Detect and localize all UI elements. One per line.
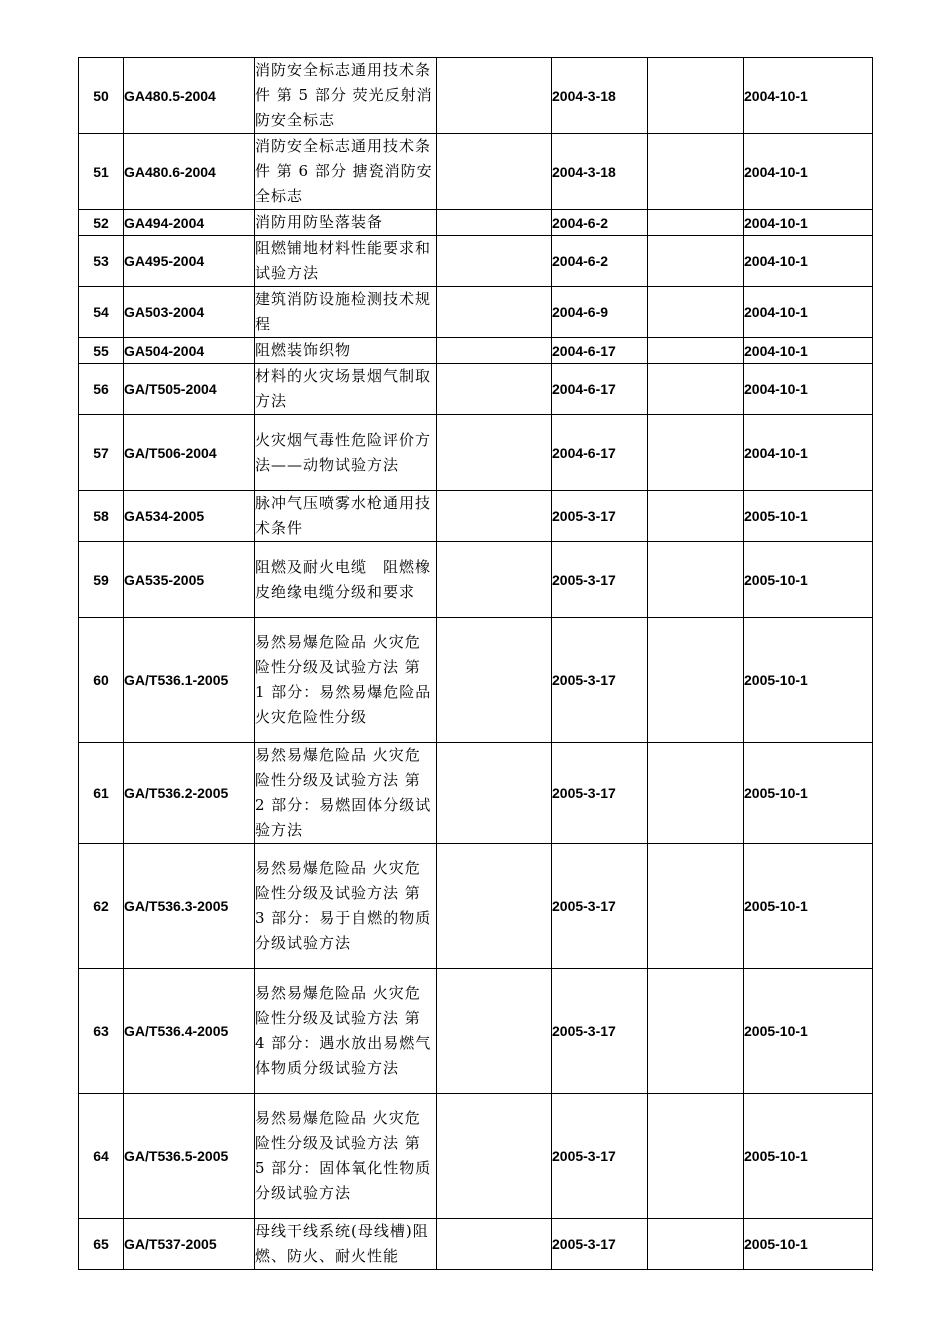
row-number: 55	[79, 338, 124, 364]
issue-date: 2004-3-18	[552, 58, 648, 134]
standard-name: 易然易爆危险品 火灾危险性分级及试验方法 第 1 部分：易然易爆危险品火灾危险性分级	[255, 618, 437, 743]
issue-date: 2005-3-17	[552, 542, 648, 618]
row-number: 60	[79, 618, 124, 743]
row-number: 62	[79, 844, 124, 969]
issue-date: 2005-3-17	[552, 618, 648, 743]
standard-name: 阻燃铺地材料性能要求和试验方法	[255, 236, 437, 287]
page-edge-line	[872, 57, 873, 1271]
row-number: 61	[79, 743, 124, 844]
effective-date: 2005-10-1	[744, 618, 873, 743]
standard-code: GA534-2005	[124, 491, 255, 542]
standard-name: 消防用防坠落装备	[255, 210, 437, 236]
issue-date: 2005-3-17	[552, 491, 648, 542]
effective-date: 2005-10-1	[744, 844, 873, 969]
standard-name: 易然易爆危险品 火灾危险性分级及试验方法 第 5 部分：固体氧化性物质分级试验方法	[255, 1094, 437, 1219]
standards-table	[78, 57, 873, 1270]
row-number: 65	[79, 1219, 124, 1270]
empty-cell	[648, 491, 744, 542]
standard-code: GA/T536.5-2005	[124, 1094, 255, 1219]
standard-code: GA/T536.2-2005	[124, 743, 255, 844]
row-number: 51	[79, 134, 124, 210]
row-number: 63	[79, 969, 124, 1094]
table-row	[79, 364, 873, 415]
table-row	[79, 542, 873, 618]
empty-cell	[437, 338, 552, 364]
empty-cell	[648, 1219, 744, 1270]
standard-name: 火灾烟气毒性危险评价方法——动物试验方法	[255, 415, 437, 491]
empty-cell	[648, 743, 744, 844]
empty-cell	[437, 236, 552, 287]
row-number: 53	[79, 236, 124, 287]
row-number: 58	[79, 491, 124, 542]
standard-name: 阻燃及耐火电缆 阻燃橡皮绝缘电缆分级和要求	[255, 542, 437, 618]
standard-code: GA/T536.1-2005	[124, 618, 255, 743]
standard-name: 阻燃装饰织物	[255, 338, 437, 364]
table-row	[79, 415, 873, 491]
table-row	[79, 210, 873, 236]
issue-date: 2005-3-17	[552, 743, 648, 844]
issue-date: 2004-6-17	[552, 415, 648, 491]
standard-name: 易然易爆危险品 火灾危险性分级及试验方法 第 3 部分：易于自燃的物质分级试验方法	[255, 844, 437, 969]
standard-code: GA/T505-2004	[124, 364, 255, 415]
issue-date: 2004-3-18	[552, 134, 648, 210]
standard-code: GA503-2004	[124, 287, 255, 338]
empty-cell	[437, 1219, 552, 1270]
standard-code: GA/T536.3-2005	[124, 844, 255, 969]
row-number: 56	[79, 364, 124, 415]
empty-cell	[437, 743, 552, 844]
standard-code: GA535-2005	[124, 542, 255, 618]
issue-date: 2004-6-17	[552, 338, 648, 364]
empty-cell	[648, 969, 744, 1094]
empty-cell	[437, 491, 552, 542]
effective-date: 2005-10-1	[744, 969, 873, 1094]
standard-name: 建筑消防设施检测技术规程	[255, 287, 437, 338]
empty-cell	[437, 134, 552, 210]
standard-name: 材料的火灾场景烟气制取方法	[255, 364, 437, 415]
table-row	[79, 743, 873, 844]
table-row	[79, 618, 873, 743]
empty-cell	[648, 210, 744, 236]
issue-date: 2004-6-2	[552, 210, 648, 236]
issue-date: 2005-3-17	[552, 969, 648, 1094]
table-row	[79, 338, 873, 364]
row-number: 57	[79, 415, 124, 491]
standard-code: GA495-2004	[124, 236, 255, 287]
effective-date: 2004-10-1	[744, 338, 873, 364]
table-row	[79, 287, 873, 338]
issue-date: 2005-3-17	[552, 1219, 648, 1270]
empty-cell	[648, 844, 744, 969]
standard-code: GA504-2004	[124, 338, 255, 364]
effective-date: 2005-10-1	[744, 1094, 873, 1219]
standard-code: GA480.6-2004	[124, 134, 255, 210]
effective-date: 2004-10-1	[744, 210, 873, 236]
issue-date: 2005-3-17	[552, 1094, 648, 1219]
empty-cell	[437, 1094, 552, 1219]
issue-date: 2004-6-17	[552, 364, 648, 415]
standard-name: 易然易爆危险品 火灾危险性分级及试验方法 第 4 部分：遇水放出易燃气体物质分级试验方法	[255, 969, 437, 1094]
table-row	[79, 491, 873, 542]
standard-name: 消防安全标志通用技术条件 第 5 部分 荧光反射消防安全标志	[255, 58, 437, 134]
empty-cell	[648, 618, 744, 743]
standards-table-body	[79, 58, 873, 1270]
effective-date: 2005-10-1	[744, 1219, 873, 1270]
table-row	[79, 236, 873, 287]
empty-cell	[437, 969, 552, 1094]
effective-date: 2004-10-1	[744, 58, 873, 134]
empty-cell	[437, 210, 552, 236]
empty-cell	[437, 542, 552, 618]
table-row	[79, 1219, 873, 1270]
effective-date: 2004-10-1	[744, 236, 873, 287]
effective-date: 2004-10-1	[744, 287, 873, 338]
table-row	[79, 1094, 873, 1219]
empty-cell	[437, 58, 552, 134]
standard-code: GA480.5-2004	[124, 58, 255, 134]
empty-cell	[648, 58, 744, 134]
standard-code: GA494-2004	[124, 210, 255, 236]
effective-date: 2004-10-1	[744, 134, 873, 210]
table-row	[79, 969, 873, 1094]
issue-date: 2005-3-17	[552, 844, 648, 969]
row-number: 54	[79, 287, 124, 338]
standard-code: GA/T537-2005	[124, 1219, 255, 1270]
empty-cell	[648, 1094, 744, 1219]
standard-name: 消防安全标志通用技术条件 第 6 部分 搪瓷消防安全标志	[255, 134, 437, 210]
empty-cell	[437, 287, 552, 338]
table-row	[79, 844, 873, 969]
issue-date: 2004-6-9	[552, 287, 648, 338]
row-number: 52	[79, 210, 124, 236]
table-row	[79, 134, 873, 210]
standards-table-page	[78, 57, 873, 1270]
table-row	[79, 58, 873, 134]
empty-cell	[437, 364, 552, 415]
empty-cell	[437, 415, 552, 491]
empty-cell	[648, 542, 744, 618]
empty-cell	[437, 618, 552, 743]
empty-cell	[648, 338, 744, 364]
empty-cell	[648, 236, 744, 287]
row-number: 64	[79, 1094, 124, 1219]
standard-name: 易然易爆危险品 火灾危险性分级及试验方法 第 2 部分：易燃固体分级试验方法	[255, 743, 437, 844]
empty-cell	[648, 287, 744, 338]
effective-date: 2004-10-1	[744, 364, 873, 415]
effective-date: 2004-10-1	[744, 415, 873, 491]
standard-code: GA/T536.4-2005	[124, 969, 255, 1094]
effective-date: 2005-10-1	[744, 491, 873, 542]
empty-cell	[648, 364, 744, 415]
empty-cell	[648, 134, 744, 210]
issue-date: 2004-6-2	[552, 236, 648, 287]
empty-cell	[437, 844, 552, 969]
effective-date: 2005-10-1	[744, 542, 873, 618]
standard-name: 脉冲气压喷雾水枪通用技术条件	[255, 491, 437, 542]
standard-name: 母线干线系统(母线槽)阻燃、防火、耐火性能	[255, 1219, 437, 1270]
row-number: 50	[79, 58, 124, 134]
empty-cell	[648, 415, 744, 491]
effective-date: 2005-10-1	[744, 743, 873, 844]
standard-code: GA/T506-2004	[124, 415, 255, 491]
row-number: 59	[79, 542, 124, 618]
